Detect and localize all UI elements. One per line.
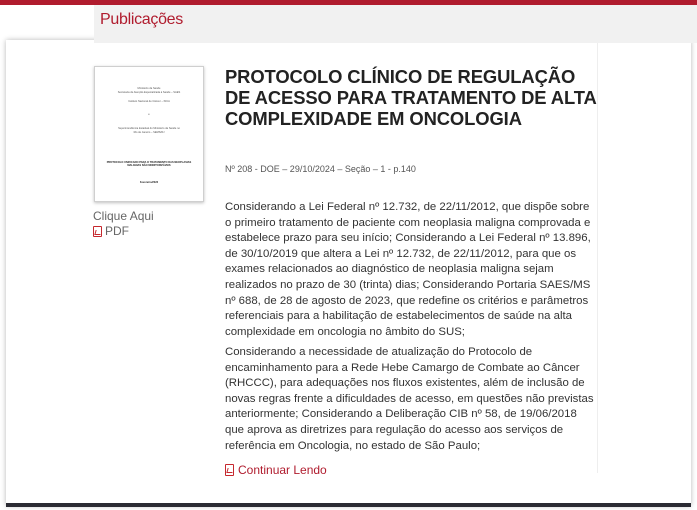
bottom-bar	[6, 503, 691, 507]
column-divider	[597, 43, 598, 473]
thumbnail-line: e	[148, 113, 150, 116]
continue-reading-link[interactable]	[225, 463, 327, 477]
publication-meta: Nº 208 - DOE – 29/10/2024 – Seção – 1 - p.140	[225, 164, 416, 174]
section-title: Publicações	[100, 11, 183, 28]
thumbnail-line: Rio de Janeiro – SEMS/RJ	[133, 131, 165, 134]
section-header	[94, 5, 697, 43]
thumbnail-line: Superintendência Estadual do Ministério da Saúde no	[118, 127, 180, 130]
pdf-link-label: PDF	[105, 224, 129, 238]
pdf-download-link[interactable]	[93, 224, 129, 238]
thumbnail-line: Fevereiro/2023	[139, 181, 159, 184]
click-here-link[interactable]: Clique Aqui	[93, 209, 154, 223]
thumbnail-line: PROTOCOLO UNIFICADO PARA O TRATAMENTO DAS NEOPLASIAS MALIGNAS NÃO MONITORIZÁVEIS	[106, 161, 192, 167]
article-paragraph-2: Considerando a necessidade de atualização do Protocolo de encaminhamento para a Rede Hebe Camargo de Combate ao Câncer (RHCCC), para adequações nos fluxos existentes, além de inclusão de novas regras frente a dificuldades de acesso, em questões não previstas anteriormente; Considerando a Deliberação CIB nº 58, de 19/06/2018 que aprova as diretrizes para regulação do acesso aos serviços de referência em Oncologia, no estado de São Paulo;	[225, 346, 594, 452]
thumbnail-line: Instituto Nacional de Câncer – INCA	[128, 100, 170, 103]
thumbnail-line: Secretaria de Atenção Especializada à Saúde – SAES	[117, 91, 181, 94]
article-title: PROTOCOLO CLÍNICO DE REGULAÇÃO DE ACESSO PARA TRATAMENTO DE ALTA COMPLEXIDADE EM ONCOLOGIA	[225, 66, 596, 129]
article-paragraph-1: Considerando a Lei Federal nº 12.732, de 22/11/2012, que dispõe sobre o primeiro tratamento de paciente com neoplasia maligna comprovada e estabelece prazo para seu início; Considerando a Lei Federal nº 13.896, de 30/10/2019 que altera a Lei nº 12.732, de 22/11/2012, para que os exames relacionados ao diagnóstico de neoplasia maligna sejam realizados no prazo de 30 (trinta) dias; Considerando Portaria SAES/MS nº 688, de 28 de agosto de 2023, que redefine os critérios e parâmetros referenciais para a habilitação de estabelecimentos de saúde na alta complexidade em oncologia no âmbito do SUS;	[225, 201, 591, 338]
thumbnail-line: Ministério da Saúde	[137, 87, 161, 90]
document-thumbnail[interactable]	[94, 66, 204, 202]
continue-reading-label: Continuar Lendo	[238, 463, 327, 477]
article	[225, 66, 597, 129]
pdf-icon	[93, 226, 102, 237]
pdf-icon	[225, 464, 234, 476]
